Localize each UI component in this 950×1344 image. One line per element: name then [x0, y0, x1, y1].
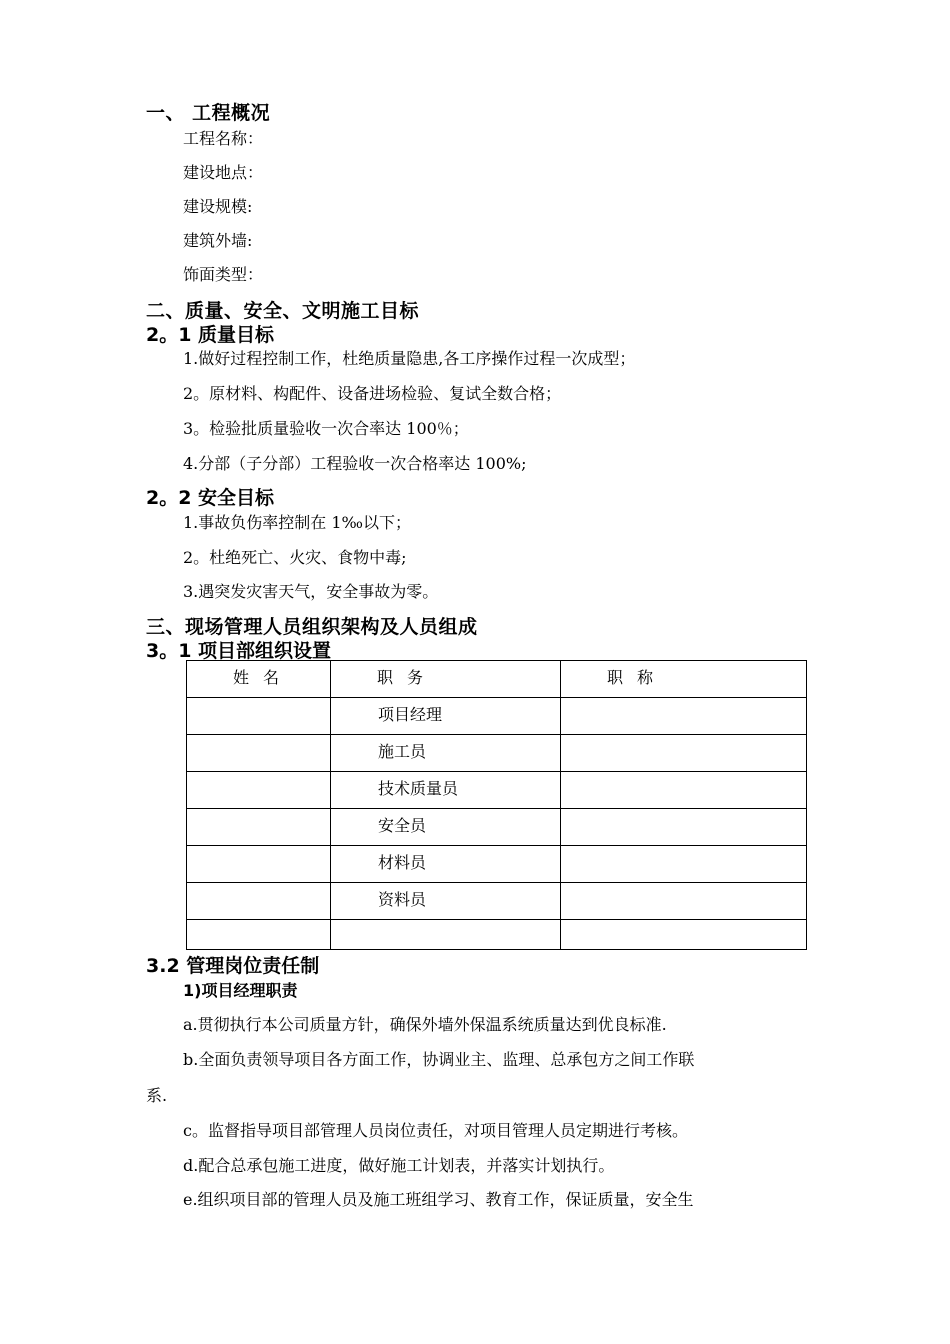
quality-goal-heading: 2。1 质量目标 — [146, 324, 275, 346]
title-cell — [561, 772, 807, 809]
name-cell — [187, 698, 331, 735]
exterior-wall-field: 建筑外墙: — [183, 231, 253, 250]
position-cell: 资料员 — [331, 883, 561, 920]
section-2-heading: 二、质量、安全、文明施工目标 — [146, 300, 420, 322]
quality-goal-item: 2。原材料、构配件、设备进场检验、复试全数合格； — [183, 384, 562, 403]
quality-goal-item: 3。检验批质量验收一次合率达 100％； — [183, 419, 469, 438]
construction-site-field: 建设地点： — [183, 163, 264, 182]
table-row — [187, 698, 807, 735]
column-header-name: 姓名 — [187, 661, 331, 698]
column-header-position: 职务 — [331, 661, 561, 698]
position-cell — [331, 920, 561, 950]
pm-duty-item: d.配合总承包施工进度，做好施工计划表，并落实计划执行。 — [183, 1156, 615, 1175]
table-row — [187, 735, 807, 772]
pm-duty-item: a.贯彻执行本公司质量方针，确保外墙外保温系统质量达到优良标准. — [183, 1015, 667, 1034]
finish-type-field: 饰面类型： — [183, 265, 264, 284]
name-cell — [187, 920, 331, 950]
pm-duty-item: e.组织项目部的管理人员及施工班组学习、教育工作，保证质量，安全生 — [183, 1190, 694, 1209]
table-row — [187, 846, 807, 883]
table-row — [187, 883, 807, 920]
pm-duty-item: c。监督指导项目部管理人员岗位责任，对项目管理人员定期进行考核。 — [183, 1121, 688, 1140]
position-cell: 项目经理 — [331, 698, 561, 735]
position-cell: 安全员 — [331, 809, 561, 846]
column-header-title: 职称 — [561, 661, 807, 698]
name-cell — [187, 883, 331, 920]
safety-goal-item: 2。杜绝死亡、火灾、食物中毒; — [183, 548, 407, 567]
project-name-field: 工程名称： — [183, 129, 264, 148]
safety-goal-heading: 2。2 安全目标 — [146, 487, 275, 509]
safety-goal-item: 3.遇突发灾害天气，安全事故为零。 — [183, 582, 439, 601]
name-cell — [187, 846, 331, 883]
title-cell — [561, 846, 807, 883]
duty-system-heading: 3.2 管理岗位责任制 — [146, 955, 320, 977]
title-cell — [561, 883, 807, 920]
position-cell: 技术质量员 — [331, 772, 561, 809]
quality-goal-item: 4.分部（子分部）工程验收一次合格率达 100%; — [183, 454, 527, 473]
title-cell — [561, 735, 807, 772]
name-cell — [187, 735, 331, 772]
name-cell — [187, 809, 331, 846]
pm-duties-subheading: 1)项目经理职责 — [183, 981, 298, 1000]
construction-scale-field: 建设规模: — [183, 197, 253, 216]
title-cell — [561, 698, 807, 735]
table-row — [187, 772, 807, 809]
org-setup-heading: 3。1 项目部组织设置 — [146, 640, 332, 662]
org-table-header — [187, 661, 807, 698]
position-cell: 材料员 — [331, 846, 561, 883]
section-1-heading: 一、 工程概况 — [146, 102, 271, 124]
safety-goal-item: 1.事故负伤率控制在 1‰以下； — [183, 513, 412, 532]
table-row — [187, 809, 807, 846]
title-cell — [561, 920, 807, 950]
pm-duty-item-continuation: 系. — [146, 1086, 168, 1105]
quality-goal-item: 1.做好过程控制工作，杜绝质量隐患,各工序操作过程一次成型； — [183, 349, 636, 368]
position-cell: 施工员 — [331, 735, 561, 772]
table-row — [187, 920, 807, 950]
org-table — [186, 660, 807, 950]
section-3-heading: 三、现场管理人员组织架构及人员组成 — [146, 616, 478, 638]
pm-duty-item: b.全面负责领导项目各方面工作，协调业主、监理、总承包方之间工作联 — [183, 1050, 695, 1069]
title-cell — [561, 809, 807, 846]
name-cell — [187, 772, 331, 809]
